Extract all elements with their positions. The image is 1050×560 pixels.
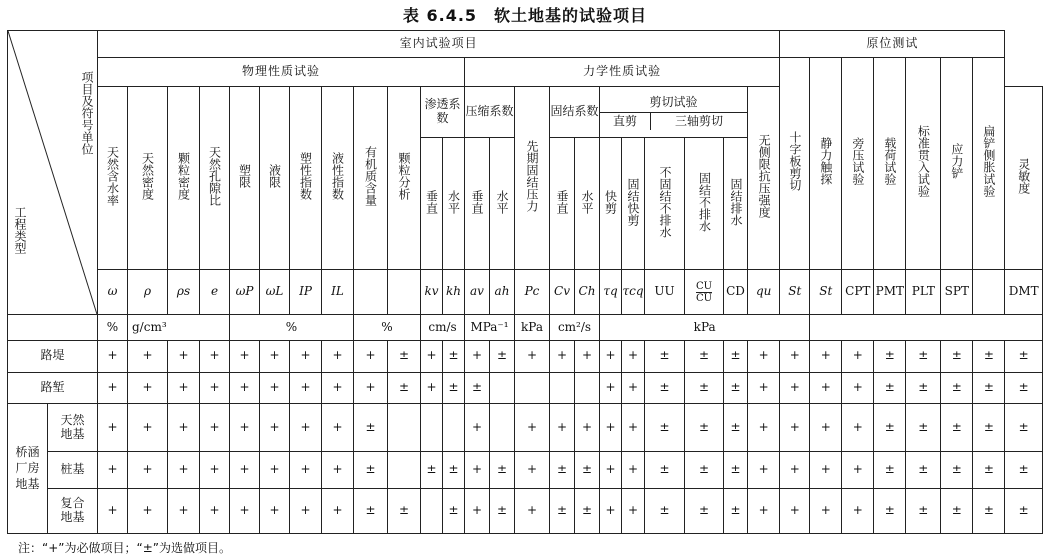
header-text: CU — [695, 292, 713, 304]
table-cell: + — [465, 340, 490, 372]
table-cell: + — [168, 372, 200, 404]
table-cell: ± — [443, 340, 465, 372]
category-zhuji: 桩基 — [48, 452, 98, 489]
header-text: CU — [695, 280, 713, 292]
col-19 — [622, 138, 645, 270]
table-cell: ± — [724, 340, 748, 372]
table-cell: ± — [443, 489, 465, 534]
table-cell: ± — [685, 452, 724, 489]
table-cell: + — [550, 340, 575, 372]
triaxial-header: 三轴剪切 — [674, 113, 723, 128]
table-cell: ± — [906, 404, 941, 452]
table-cell: + — [810, 372, 842, 404]
table-cell: ± — [685, 489, 724, 534]
header-text: 桥涵厂房地基 — [15, 445, 40, 491]
table-cell — [575, 372, 600, 404]
category-group — [8, 404, 48, 534]
table-cell: + — [748, 452, 780, 489]
table-cell: + — [128, 340, 168, 372]
table-cell: + — [515, 404, 550, 452]
header-text: qu — [748, 269, 780, 315]
category-luqian: 路堑 — [8, 372, 98, 404]
table-cell: + — [98, 340, 128, 372]
header-text: 不固结不排水 — [658, 165, 672, 238]
table-cell: + — [600, 452, 622, 489]
col-11 — [421, 138, 443, 270]
table-cell: ± — [1005, 404, 1043, 452]
table-cell: + — [622, 452, 645, 489]
table-cell: + — [600, 372, 622, 404]
header-text: 颗粒密度 — [176, 152, 191, 201]
header-text: 无侧限抗压强度 — [757, 134, 772, 219]
shear-title: 剪切试验 — [600, 94, 747, 113]
table-cell: + — [810, 489, 842, 534]
col-3 — [168, 87, 200, 270]
header-text: kPa — [515, 315, 550, 340]
col-30 — [941, 57, 973, 269]
header-text: 静力触探 — [818, 137, 833, 186]
table-cell: ± — [490, 452, 515, 489]
table-cell — [388, 404, 421, 452]
table-cell: + — [780, 340, 810, 372]
table-cell: ± — [941, 404, 973, 452]
table-cell: + — [200, 372, 230, 404]
col-9 — [354, 87, 388, 270]
table-cell: + — [200, 452, 230, 489]
compress-header: 压缩系数 — [465, 87, 515, 138]
table-cell: + — [290, 372, 322, 404]
header-text: τq — [600, 269, 622, 315]
table-row — [8, 404, 1043, 452]
table-row — [8, 452, 1043, 489]
header-text: 十字板剪切 — [787, 131, 802, 192]
consol-header: 固结系数 — [550, 87, 600, 138]
table-cell: + — [465, 452, 490, 489]
header-text: MPa⁻¹ — [465, 315, 515, 340]
table-cell: ± — [465, 372, 490, 404]
col-7 — [290, 87, 322, 270]
table-cell: + — [230, 489, 260, 534]
table-cell: + — [550, 404, 575, 452]
table-cell: ± — [443, 452, 465, 489]
table-cell: + — [622, 489, 645, 534]
header-text: 液限 — [267, 164, 282, 189]
table-cell: ± — [421, 452, 443, 489]
table-cell: ± — [941, 452, 973, 489]
table-cell: + — [290, 489, 322, 534]
table-cell: ± — [906, 452, 941, 489]
table-cell: + — [465, 404, 490, 452]
col-12 — [443, 138, 465, 270]
header-text: St — [780, 269, 810, 315]
table-cell: + — [260, 404, 290, 452]
table-cell: + — [98, 404, 128, 452]
table-cell: ± — [973, 404, 1005, 452]
table-cell: ± — [906, 340, 941, 372]
col-5 — [230, 87, 260, 270]
col-13 — [465, 138, 490, 270]
category-lubi: 路堤 — [8, 340, 98, 372]
table-cell — [443, 404, 465, 452]
table-cell: + — [354, 340, 388, 372]
header-text: 固结快剪 — [626, 177, 640, 226]
table-cell: + — [780, 489, 810, 534]
table-cell: ± — [575, 489, 600, 534]
col-4 — [200, 87, 230, 270]
col-14 — [490, 138, 515, 270]
table-cell: ± — [724, 404, 748, 452]
table-cell: ± — [388, 340, 421, 372]
table-cell: + — [575, 340, 600, 372]
table-cell: ± — [906, 372, 941, 404]
header-text: g/cm³ — [128, 315, 230, 340]
table-cell: + — [98, 452, 128, 489]
table-cell: + — [421, 340, 443, 372]
table-cell: + — [515, 340, 550, 372]
header-text: 液性指数 — [330, 152, 345, 201]
col-1 — [98, 87, 128, 270]
col-29 — [906, 57, 941, 269]
header-text: Pc — [515, 269, 550, 315]
table-cell: + — [600, 340, 622, 372]
table-cell: + — [200, 340, 230, 372]
item-label: 项目及符号单位 — [80, 71, 94, 155]
symbol-row — [8, 269, 1043, 315]
header-text: 水平 — [580, 189, 594, 214]
table-cell: + — [168, 340, 200, 372]
header-text: Cv — [550, 269, 575, 315]
header-text: DMT — [1005, 269, 1043, 315]
table-cell: ± — [645, 452, 685, 489]
table-cell: ± — [941, 372, 973, 404]
header-text: 固结不排水 — [697, 171, 712, 232]
table-cell: + — [748, 404, 780, 452]
header-text: 应力铲 — [949, 143, 964, 180]
col-2 — [128, 87, 168, 270]
header-text: 垂直 — [424, 189, 439, 214]
table-cell — [388, 452, 421, 489]
table-cell: + — [354, 372, 388, 404]
table-cell: ± — [724, 489, 748, 534]
table-cell: + — [748, 489, 780, 534]
mechanical-header: 力学性质试验 — [465, 57, 780, 87]
col-21 — [685, 138, 724, 270]
unit-row — [8, 315, 1043, 340]
table-cell: ± — [550, 452, 575, 489]
table-cell: + — [168, 452, 200, 489]
table-cell: ± — [645, 340, 685, 372]
col-31 — [973, 57, 1005, 269]
table-cell: ± — [645, 372, 685, 404]
header-text: 塑性指数 — [298, 152, 313, 201]
header-text: UU — [645, 269, 685, 315]
footnote: 注：“+”为必做项目；“±”为选做项目。 — [18, 541, 231, 555]
table-cell: + — [575, 404, 600, 452]
col-27 — [842, 57, 874, 269]
header-text: 天然密度 — [140, 152, 155, 201]
header-text: ωP — [230, 269, 260, 315]
table-cell: + — [600, 404, 622, 452]
table-cell: + — [200, 489, 230, 534]
table-cell: ± — [973, 489, 1005, 534]
table-cell: + — [260, 489, 290, 534]
header-text: CPT — [842, 269, 874, 315]
header-text: 天然孔隙比 — [207, 146, 222, 207]
header-text: PMT — [874, 269, 906, 315]
col-17 — [575, 138, 600, 270]
header-text: 天然含水率 — [105, 146, 120, 207]
table-cell: + — [842, 372, 874, 404]
col-25 — [780, 57, 810, 269]
col-20 — [645, 138, 685, 270]
table-cell: + — [128, 372, 168, 404]
col-26 — [810, 57, 842, 269]
table-cell: ± — [724, 372, 748, 404]
table-cell: + — [322, 489, 354, 534]
table-cell: + — [98, 372, 128, 404]
table-cell: + — [842, 404, 874, 452]
table-cell: ± — [1005, 340, 1043, 372]
table-cell: ± — [645, 404, 685, 452]
col-8 — [322, 87, 354, 270]
corner-header — [8, 31, 98, 315]
table-cell: ± — [490, 489, 515, 534]
header-text: ωL — [260, 269, 290, 315]
col-23 — [748, 87, 780, 270]
table-cell: + — [465, 489, 490, 534]
col-28 — [874, 57, 906, 269]
header-text: 水平 — [495, 189, 509, 214]
header-text: av — [465, 269, 490, 315]
header-text: IL — [322, 269, 354, 315]
header-text: CD — [724, 269, 748, 315]
table-cell: + — [290, 404, 322, 452]
header-text: ah — [490, 269, 515, 315]
table-cell — [421, 404, 443, 452]
table-cell: + — [230, 372, 260, 404]
table-cell: ± — [941, 340, 973, 372]
table-cell: ± — [354, 452, 388, 489]
table-cell: + — [780, 372, 810, 404]
header-text: 塑限 — [237, 164, 252, 189]
table-cell: + — [128, 404, 168, 452]
header-text: 垂直 — [470, 189, 484, 214]
physical-header: 物理性质试验 — [98, 57, 465, 87]
header-text: cm²/s — [550, 315, 600, 340]
table-cell: ± — [388, 372, 421, 404]
header-text: 固结排水 — [729, 177, 743, 226]
header-text: kh — [443, 269, 465, 315]
table-cell: ± — [941, 489, 973, 534]
header-text: ω — [98, 269, 128, 315]
header-text: IP — [290, 269, 322, 315]
table-cell: + — [622, 404, 645, 452]
table-cell: ± — [490, 340, 515, 372]
header-text: τcq — [622, 269, 645, 315]
header-text: ρs — [168, 269, 200, 315]
table-cell: + — [260, 372, 290, 404]
table-cell: + — [842, 452, 874, 489]
table-cell: + — [98, 489, 128, 534]
table-cell: + — [810, 404, 842, 452]
table-cell: ± — [1005, 452, 1043, 489]
col-22 — [724, 138, 748, 270]
table-row — [8, 489, 1043, 534]
header-text: % — [98, 315, 128, 340]
direct-header: 直剪 — [600, 113, 651, 131]
table-cell: + — [842, 340, 874, 372]
header-text: 快剪 — [603, 189, 618, 214]
table-cell: + — [168, 404, 200, 452]
table-cell: + — [322, 452, 354, 489]
header-text: % — [354, 315, 421, 340]
table-cell: + — [322, 340, 354, 372]
table-cell: + — [842, 489, 874, 534]
table-cell: + — [230, 404, 260, 452]
category-fuhe: 复合地基 — [48, 489, 98, 534]
table-cell — [490, 404, 515, 452]
seepage-header: 渗透系数 — [421, 87, 465, 138]
table-cell: + — [168, 489, 200, 534]
table-cell: + — [128, 452, 168, 489]
table-cell: + — [290, 452, 322, 489]
table-cell: + — [810, 340, 842, 372]
table-cell: ± — [973, 372, 1005, 404]
table-cell: ± — [874, 340, 906, 372]
header-text: % — [230, 315, 354, 340]
table-cell: + — [260, 340, 290, 372]
table-cell: + — [230, 452, 260, 489]
header-text: 垂直 — [555, 189, 569, 214]
table-cell: + — [622, 372, 645, 404]
table-cell: + — [322, 404, 354, 452]
header-text: 先期固结压力 — [525, 140, 539, 213]
header-text: kv — [421, 269, 443, 315]
table-cell: ± — [724, 452, 748, 489]
table-title: 表 6.4.5 软土地基的试验项目 — [402, 6, 648, 25]
table-cell: ± — [874, 372, 906, 404]
table-cell: + — [290, 340, 322, 372]
table-cell: ± — [685, 404, 724, 452]
table-cell: ± — [354, 489, 388, 534]
header-text: cm/s — [421, 315, 465, 340]
shear-header — [600, 87, 748, 138]
table-cell — [421, 489, 443, 534]
header-text: ρ — [128, 269, 168, 315]
col-6 — [260, 87, 290, 270]
col-24 — [1005, 87, 1043, 270]
header-text: 扁铲侧胀试验 — [981, 125, 996, 198]
category-label: 工程类型 — [13, 206, 27, 255]
table-cell: + — [748, 340, 780, 372]
table-cell: ± — [388, 489, 421, 534]
table-cell: + — [622, 340, 645, 372]
table-cell: ± — [443, 372, 465, 404]
header-text: 载荷试验 — [882, 137, 897, 186]
table-cell: + — [515, 489, 550, 534]
header-text: St — [810, 269, 842, 315]
table-cell: + — [128, 489, 168, 534]
header-text: 灵敏度 — [1016, 158, 1031, 195]
table-row — [8, 372, 1043, 404]
table-cell: ± — [685, 340, 724, 372]
table-cell: + — [260, 452, 290, 489]
table-cell: ± — [973, 452, 1005, 489]
header-text: e — [200, 269, 230, 315]
col-15 — [515, 87, 550, 270]
table-cell: ± — [1005, 372, 1043, 404]
table-cell: + — [600, 489, 622, 534]
table-cell: ± — [354, 404, 388, 452]
header-text: kPa — [600, 315, 810, 340]
table-cell: ± — [973, 340, 1005, 372]
col-18 — [600, 138, 622, 270]
table-row — [8, 340, 1043, 372]
header-text: 旁压试验 — [850, 137, 865, 186]
table-cell: + — [515, 452, 550, 489]
test-items-table — [7, 30, 1043, 534]
table-cell: + — [780, 404, 810, 452]
table-cell: + — [322, 372, 354, 404]
table-cell — [550, 372, 575, 404]
header-text: 标准贯入试验 — [916, 125, 931, 198]
table-cell — [490, 372, 515, 404]
table-cell: + — [748, 372, 780, 404]
table-cell: + — [200, 404, 230, 452]
table-cell — [515, 372, 550, 404]
table-cell: ± — [1005, 489, 1043, 534]
lab-header: 室内试验项目 — [98, 31, 780, 58]
table-cell: + — [230, 340, 260, 372]
header-text: 颗粒分析 — [397, 152, 411, 201]
table-cell: + — [780, 452, 810, 489]
col-16 — [550, 138, 575, 270]
table-cell: ± — [550, 489, 575, 534]
table-cell: ± — [906, 489, 941, 534]
header-text: 水平 — [446, 189, 461, 214]
col-10 — [388, 87, 421, 270]
header-text: PLT — [906, 269, 941, 315]
header-text: SPT — [941, 269, 973, 315]
category-tianran: 天然地基 — [48, 404, 98, 452]
table-cell: ± — [645, 489, 685, 534]
header-text: 有机质含量 — [363, 146, 378, 207]
table-cell: ± — [575, 452, 600, 489]
table-cell: ± — [874, 404, 906, 452]
table-cell: ± — [874, 489, 906, 534]
table-cell: + — [810, 452, 842, 489]
table-cell: ± — [874, 452, 906, 489]
table-cell: + — [421, 372, 443, 404]
header-text: Ch — [575, 269, 600, 315]
table-cell: ± — [685, 372, 724, 404]
field-header: 原位测试 — [780, 31, 1005, 58]
